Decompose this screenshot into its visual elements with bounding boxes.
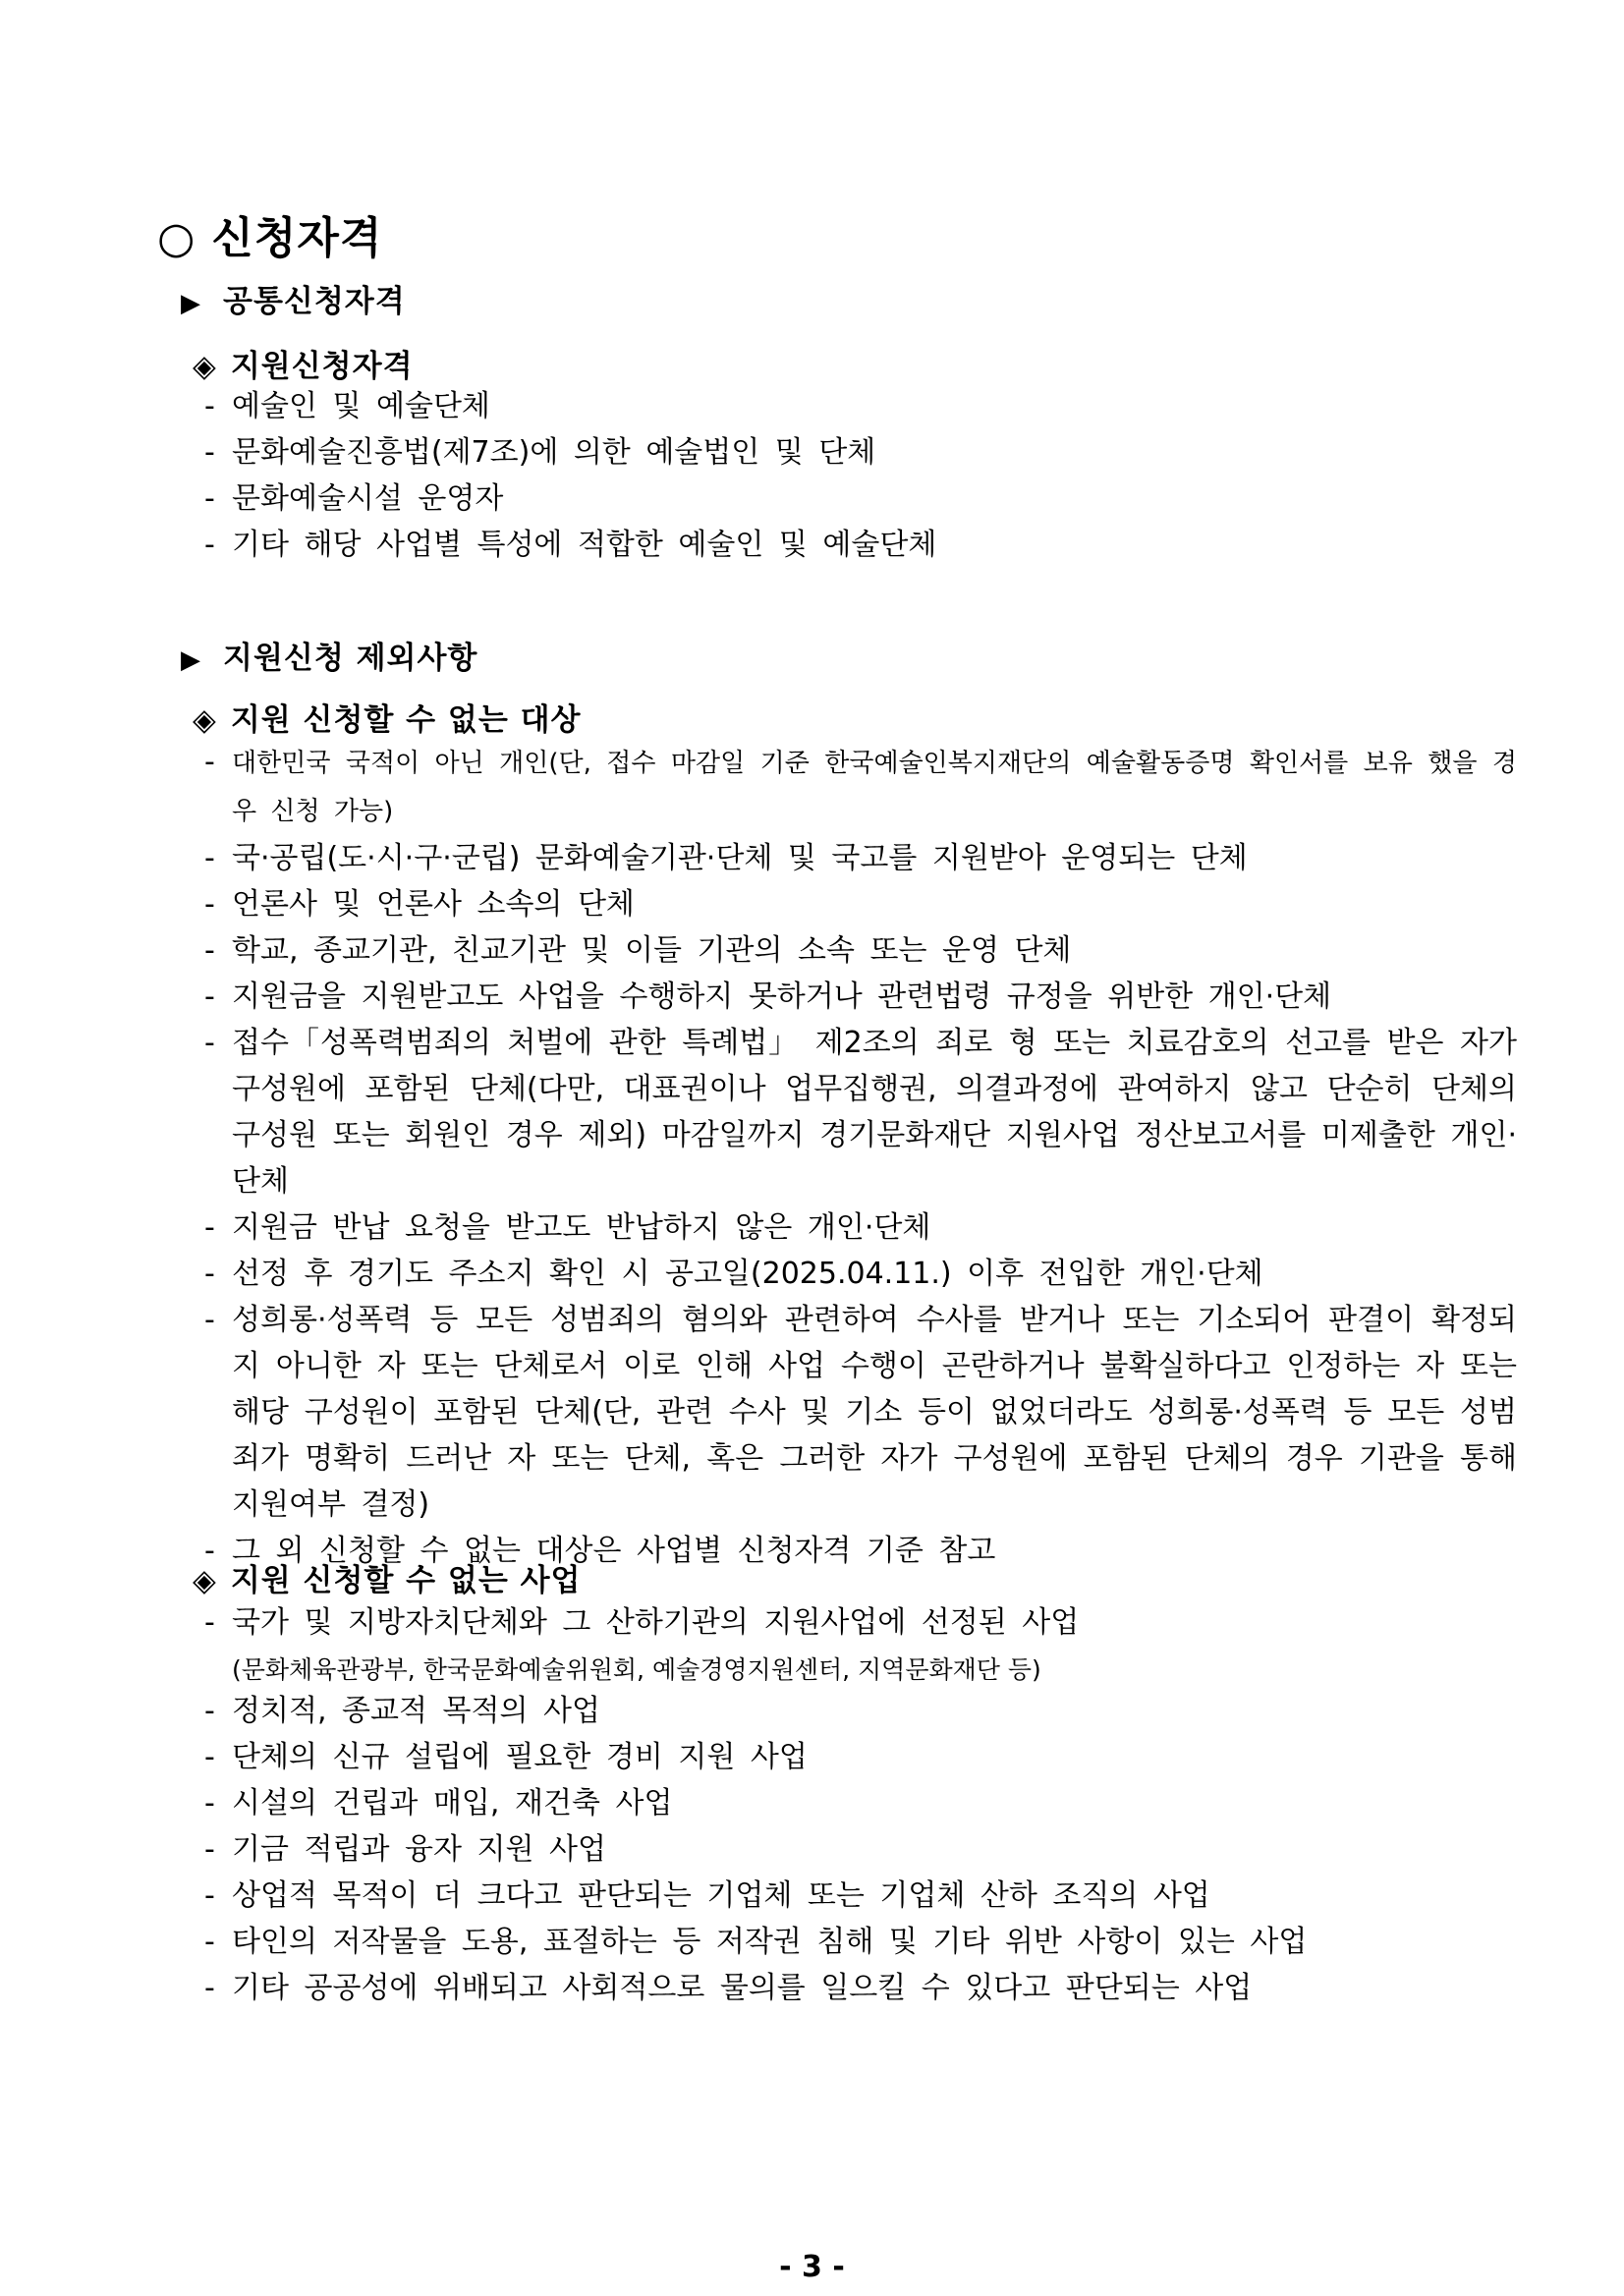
circle-marker-icon: ○ (157, 213, 196, 263)
section-heading-text: 지원신청 제외사항 (223, 641, 478, 676)
list-item: - 단체의 신규 설립에 필요한 경비 지원 사업 (204, 1740, 808, 1774)
section-heading-common (181, 276, 406, 320)
list-item: - 타인의 저작물을 도용, 표절하는 등 저작권 침해 및 기타 위반 사항이 있는 사업 (204, 1925, 1308, 1959)
subsection-heading-eligibility (193, 341, 414, 385)
list-item: - 지원금 반납 요청을 받고도 반납하지 않은 개인·단체 (204, 1210, 931, 1245)
list-item: - 접수「성폭력범죄의 처벌에 관한 특례법」 제2조의 죄로 형 또는 치료감호의 선고를 받은 자가 구성원에 포함된 단체(다만, 대표권이나 업무집행권, 의결과정에 관여하지 않고 단순히 단체의 구성원 또는 회원인 경우 제외) 마감일까지 경기문화재단 지원사업 정산보고서를 미제출한 개인·단체 (204, 1026, 1517, 1199)
page-number: - 3 - (779, 2250, 845, 2284)
list-item: - 시설의 건립과 매입, 재건축 사업 (204, 1786, 673, 1820)
triangle-marker-icon: ▶ (181, 289, 201, 318)
list-item-note: (문화체육관광부, 한국문화예술위원회, 예술경영지원센터, 지역문화재단 등) (232, 1655, 1041, 1684)
subsection-heading-excluded-projects (193, 1555, 581, 1599)
list-item: - 정치적, 종교적 목적의 사업 (204, 1694, 600, 1728)
subsection-heading-excluded-targets (193, 695, 581, 739)
subsection-heading-text: 지원 신청할 수 없는 사업 (230, 1563, 582, 1598)
list-item: - 문화예술진흥법(제7조)에 의한 예술법인 및 단체 (204, 435, 876, 470)
diamond-marker-icon: ◈ (193, 349, 217, 384)
subsection-heading-text: 지원 신청할 수 없는 대상 (230, 702, 582, 738)
list-item: - 대한민국 국적이 아닌 개인(단, 접수 마감일 기준 한국예술인복지재단의 예술활동증명 확인서를 보유 했을 경우 신청 가능) (204, 745, 1517, 826)
list-item: - 국가 및 지방자치단체와 그 산하기관의 지원사업에 선정된 사업 (204, 1605, 1080, 1640)
diamond-marker-icon: ◈ (193, 1563, 217, 1598)
excluded-projects-first-list (204, 1599, 1517, 1646)
excluded-projects-list (204, 1688, 1517, 2011)
section-heading-exclusion (181, 633, 477, 677)
list-item: - 국·공립(도·시·구·군립) 문화예술기관·단체 및 국고를 지원받아 운영되는 단체 (204, 841, 1248, 875)
excluded-targets-list (204, 739, 1517, 1574)
section-heading-text: 공통신청자격 (223, 284, 406, 319)
triangle-marker-icon: ▶ (181, 645, 201, 675)
list-item: - 문화예술시설 운영자 (204, 481, 504, 516)
list-item: - 예술인 및 예술단체 (204, 389, 490, 423)
list-item: - 그 외 신청할 수 없는 대상은 사업별 신청자격 기준 참고 (204, 1534, 996, 1568)
eligibility-list (204, 383, 1517, 568)
list-item: - 기금 적립과 융자 지원 사업 (204, 1832, 606, 1867)
list-item: - 상업적 목적이 더 크다고 판단되는 기업체 또는 기업체 산하 조직의 사업 (204, 1878, 1210, 1913)
list-item: - 성희롱·성폭력 등 모든 성범죄의 혐의와 관련하여 수사를 받거나 또는 기소되어 판결이 확정되지 아니한 자 또는 단체로서 이로 인해 사업 수행이 곤란하거나 불확실하다고 인정하는 자 또는 해당 구성원이 포함된 단체(단, 관련 수사 및 기소 등이 없었더라도 성희롱·성폭력 등 모든 성범죄가 명확히 드러난 자 또는 단체, 혹은 그러한 자가 구성원에 포함된 단체의 경우 기관을 통해 지원여부 결정) (204, 1303, 1517, 1522)
subsection-heading-text: 지원신청자격 (230, 349, 414, 384)
list-item: - 기타 공공성에 위배되고 사회적으로 물의를 일으킬 수 있다고 판단되는 사업 (204, 1971, 1253, 2005)
diamond-marker-icon: ◈ (193, 702, 217, 738)
page-title-text: 신청자격 (211, 213, 383, 263)
list-item: - 기타 해당 사업별 특성에 적합한 예술인 및 예술단체 (204, 528, 937, 562)
list-item: - 지원금을 지원받고도 사업을 수행하지 못하거나 관련법령 규정을 위반한 개인·단체 (204, 980, 1332, 1014)
page-title (157, 202, 382, 265)
list-item: - 선정 후 경기도 주소지 확인 시 공고일(2025.04.11.) 이후 전입한 개인·단체 (204, 1257, 1263, 1291)
list-item: - 언론사 및 언론사 소속의 단체 (204, 887, 635, 922)
list-item: - 학교, 종교기관, 친교기관 및 이들 기관의 소속 또는 운영 단체 (204, 933, 1072, 968)
